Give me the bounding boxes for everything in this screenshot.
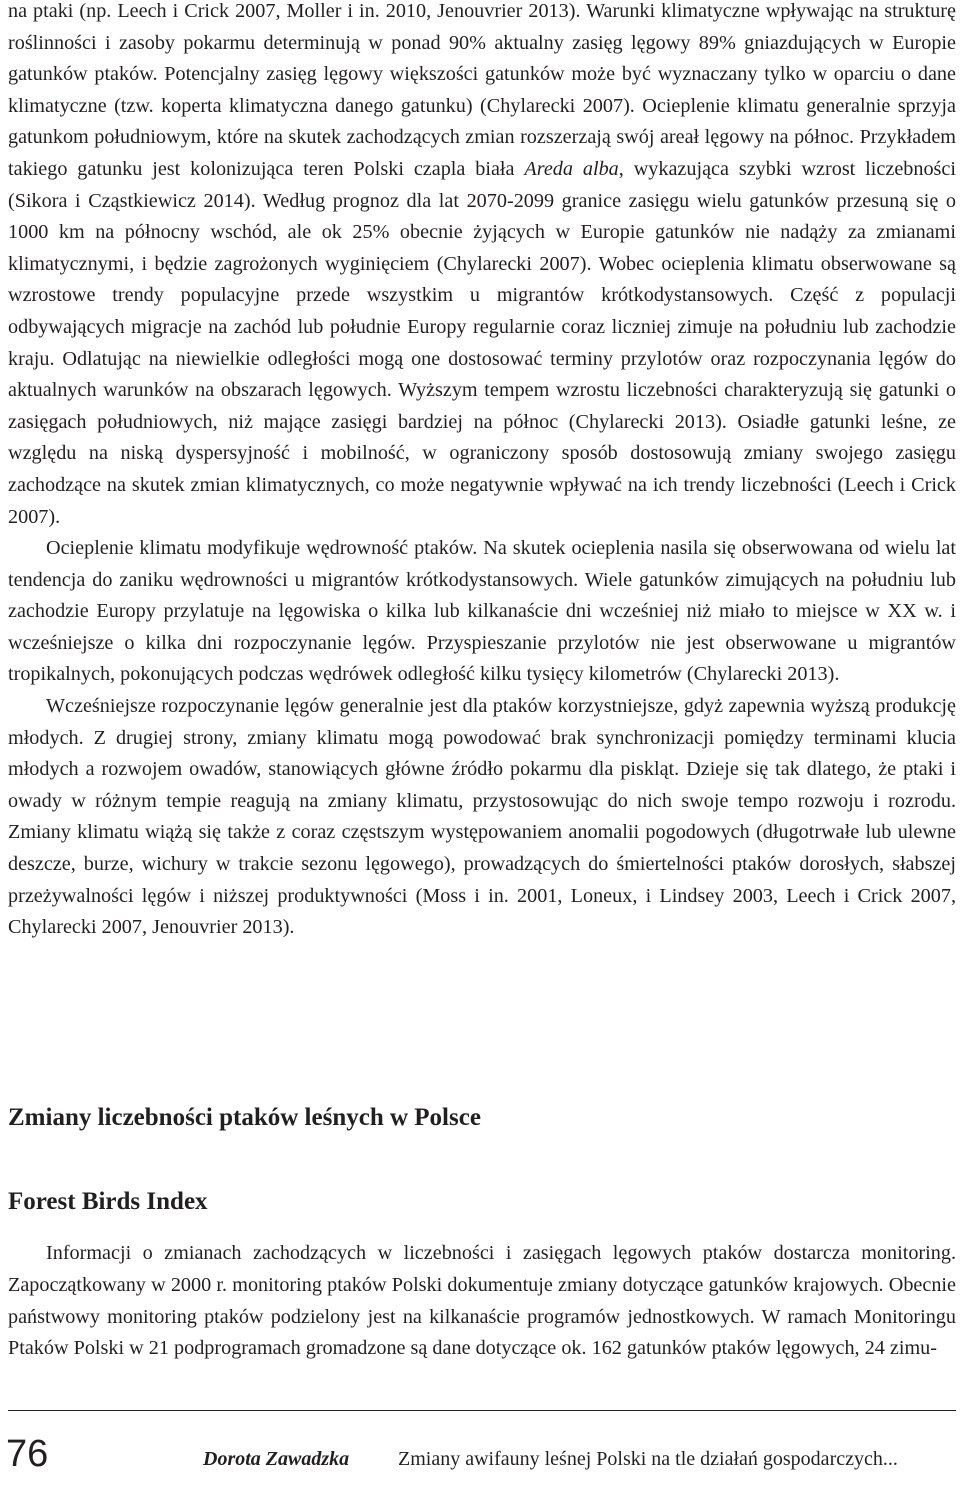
paragraph-migration xyxy=(8,533,956,691)
footer-running-title: Zmiany awifauny leśnej Polski na tle działań gospodarczych... xyxy=(398,1448,898,1470)
body-text xyxy=(8,0,956,944)
text-run: Wcześniejsze rozpoczynanie lęgów generalnie jest dla ptaków korzystniejsze, gdyż zapewnia wyższą produkcję młodych. Z drugiej strony, zmiany klimatu mogą powodować brak synchronizacji pomiędzy terminami klucia młodych a rozwojem owadów, stanowiących główne źródło pokarmu dla piskląt. Dzieje się tak dlatego, że ptaki i owady w różnym tempie reagują na zmiany klimatu, przystosowując do nich swoje tempo rozwoju i rozrodu. Zmiany klimatu wiążą się także z coraz częstszym występowaniem anomalii pogodowych (długotrwałe lub ulewne deszcze, burze, wichury w trakcie sezonu lęgowego), prowadzących do śmiertelności ptaków dorosłych, słabszej przeżywalności lęgów i niższej produktywności (Moss i in. 2001, Loneux, i Lindsey 2003, Leech i Crick 2007, Chylarecki 2007, Jenouvrier 2013). xyxy=(8,695,956,939)
subsection-heading: Forest Birds Index xyxy=(8,1188,208,1215)
page-number: 76 xyxy=(6,1433,49,1475)
text-run: na ptaki (np. Leech i Crick 2007, Moller i in. 2010, Jenouvrier 2013). Warunki klimatyczne wpływając na strukturę roślinności i zasoby pokarmu determinują w ponad 90% aktualny zasięg lęgowy 89% gniazdujących w Europie gatunków ptaków. Potencjalny zasięg lęgowy większości gatunków może być wyznaczany tylko w oparciu o dane klimatyczne (tzw. koperta klimatyczna danego gatunku) (Chylarecki 2007). Ocieplenie klimatu generalnie sprzyja gatunkom południowym, które na skutek zachodzących zmian rozszerzają swój areał lęgowy na północ. Przykładem takiego gatunku jest kolonizująca teren Polski czapla biała xyxy=(8,0,956,180)
paragraph-climate-range xyxy=(8,0,956,533)
paragraph-breeding xyxy=(8,691,956,944)
text-run: Ocieplenie klimatu modyfikuje wędrowność ptaków. Na skutek ocieplenia nasila się obserwowana od wielu lat tendencja do zaniku wędrowności u migrantów krótkodystansowych. Wiele gatunków zimujących na południu lub zachodzie Europy przylatuje na lęgowiska o kilka lub kilkanaście dni wcześniej niż miało to miejsce w XX w. i wcześniejsze o kilka dni rozpoczynanie lęgów. Przyspieszanie przylotów nie jest obserwowane u migrantów tropikalnych, pokonujących podczas wędrówek odległość kilku tysięcy kilometrów (Chylarecki 2013). xyxy=(8,537,956,686)
paragraph-monitoring: Informacji o zmianach zachodzących w liczebności i zasięgach lęgowych ptaków dostarcza monitoring. Zapoczątkowany w 2000 r. monitoring ptaków Polski dokumentuje zmiany dotyczące gatunków krajowych. Obecnie państwowy monitoring ptaków podzielony jest na kilkanaście programów jednostkowych. W ramach Monitoringu Ptaków Polski w 21 podprogramach gromadzone są dane dotyczące ok. 162 gatunków ptaków lęgowych, 24 zimu- xyxy=(8,1242,956,1360)
text-run: , wykazująca szybki wzrost liczebności (Sikora i Cząstkiewicz 2014). Według prognoz dla lat 2070-2099 granice zasięgu wielu gatunków przesuną się o 1000 km na północny wschód, ale ok 25% obecnie żyjących w Europie gatunków nie nadąży za zmianami klimatycznymi, i będzie zagrożonych wyginięciem (Chylarecki 2007). Wobec ocieplenia klimatu obserwowane są wzrostowe trendy populacyjne przede wszystkim u migrantów krótkodystansowych. Część z populacji odbywających migracje na zachód lub południe Europy regularnie coraz liczniej zimuje na południu lub zachodzie kraju. Odlatując na niewielkie odległości mogą one dostosować terminy przylotów oraz rozpoczynania lęgów do aktualnych warunków na obszarach lęgowych. Wyższym tempem wzrostu liczebności charakteryzują się gatunki o zasięgach południowych, niż mające zasięgi bardziej na północ (Chylarecki 2013). Osiadłe gatunki leśne, ze względu na niską dyspersyjność i mobilność, w ograniczony sposób dostosowują zmiany swojego zasięgu zachodzące na skutek zmian klimatycznych, co może negatywnie wpływać na ich trendy liczebności (Leech i Crick 2007). xyxy=(8,157,956,528)
section-heading: Zmiany liczebności ptaków leśnych w Polsce xyxy=(8,1104,481,1131)
footer-divider xyxy=(8,1410,956,1411)
footer-author: Dorota Zawadzka xyxy=(203,1448,350,1470)
species-name: Areda alba xyxy=(524,157,619,180)
section-text xyxy=(8,1238,956,1365)
